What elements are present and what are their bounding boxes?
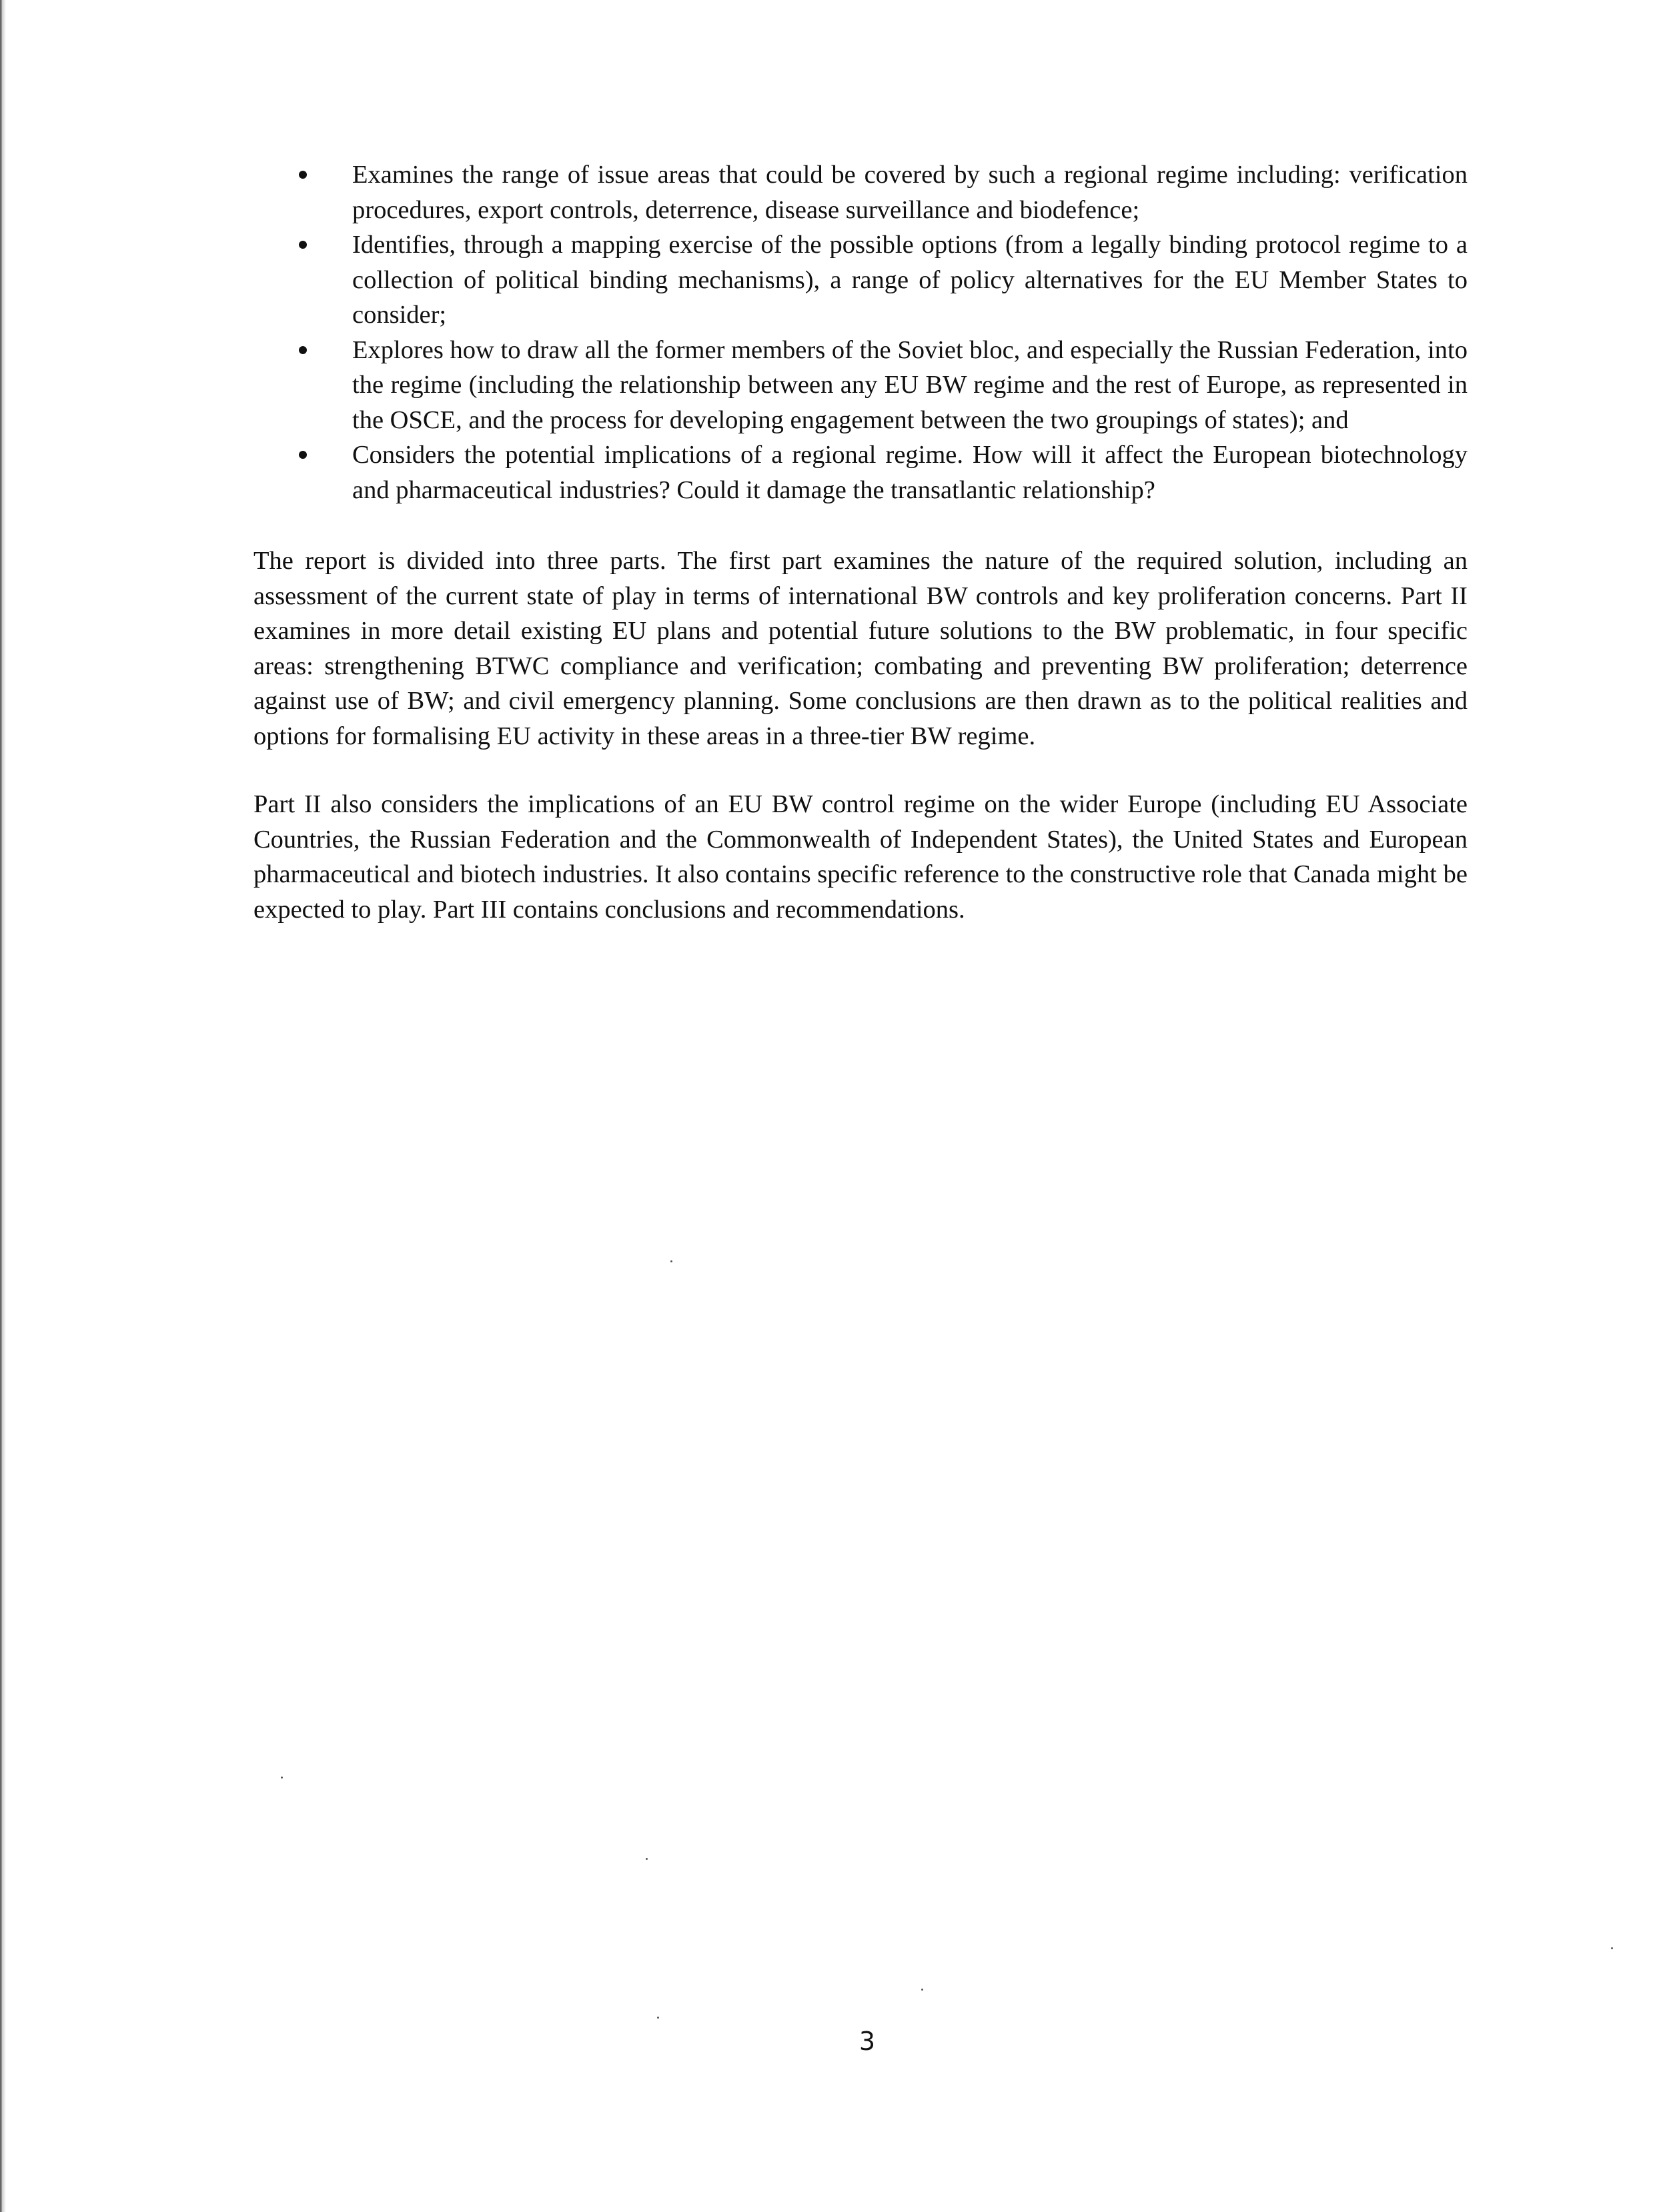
bullet-text: Considers the potential implications of a regional regime. How will it affect the European biotechnology and pharmaceutical industries? Could it damage the transatlantic relationship? bbox=[352, 441, 1468, 504]
bullet-text: Examines the range of issue areas that could be covered by such a regional regime including: verification procedures, export controls, deterrence, disease surveillance and biodefence; bbox=[352, 161, 1468, 224]
paragraph-part-two-implications: Part II also considers the implications of an EU BW control regime on the wider Europe (including EU Associate Countries, the Russian Federation and the Commonwealth of Independent States), the United States and European pharmaceutical and biotech industries. It also contains specific reference to the constructive role that Canada might be expected to play. Part III contains conclusions and recommendations. bbox=[253, 790, 1468, 924]
scan-speck bbox=[281, 1777, 283, 1779]
bullet-icon bbox=[299, 346, 307, 354]
scan-speck bbox=[657, 2017, 659, 2019]
scan-left-edge bbox=[0, 0, 7, 2212]
bullet-item-policy-alternatives bbox=[253, 227, 1468, 333]
scan-speck bbox=[646, 1858, 648, 1860]
bullet-item-soviet-bloc bbox=[253, 333, 1468, 438]
page-content bbox=[253, 157, 1468, 927]
scan-speck bbox=[921, 1989, 923, 1991]
scan-speck bbox=[1611, 1947, 1613, 1949]
bullet-icon bbox=[299, 171, 307, 179]
page-number: 3 bbox=[859, 2027, 876, 2056]
bullet-icon bbox=[299, 451, 307, 459]
bullet-item-issue-areas bbox=[253, 157, 1468, 227]
bullet-text: Identifies, through a mapping exercise of the possible options (from a legally binding protocol regime to a collection of political binding mechanisms), a range of policy alternatives for the EU Member States to consider; bbox=[352, 231, 1468, 329]
bullet-icon bbox=[299, 241, 307, 249]
scan-speck bbox=[670, 1260, 672, 1262]
bullet-item-implications bbox=[253, 437, 1468, 507]
bullet-list bbox=[253, 157, 1468, 507]
paragraph-report-structure: The report is divided into three parts. The first part examines the nature of the required solution, including an assessment of the current state of play in terms of international BW controls and key proliferation concerns. Part II examines in more detail existing EU plans and potential future solutions to the BW problematic, in four specific areas: strengthening BTWC compliance and verification; combating and preventing BW proliferation; deterrence against use of BW; and civil emergency planning. Some conclusions are then drawn as to the political realities and options for formalising EU activity in these areas in a three-tier BW regime. bbox=[253, 547, 1468, 750]
bullet-text: Explores how to draw all the former members of the Soviet bloc, and especially the Russian Federation, into the regime (including the relationship between any EU BW regime and the rest of Europe, as represented in the OSCE, and the process for developing engagement between the two groupings of states); and bbox=[352, 335, 1468, 434]
